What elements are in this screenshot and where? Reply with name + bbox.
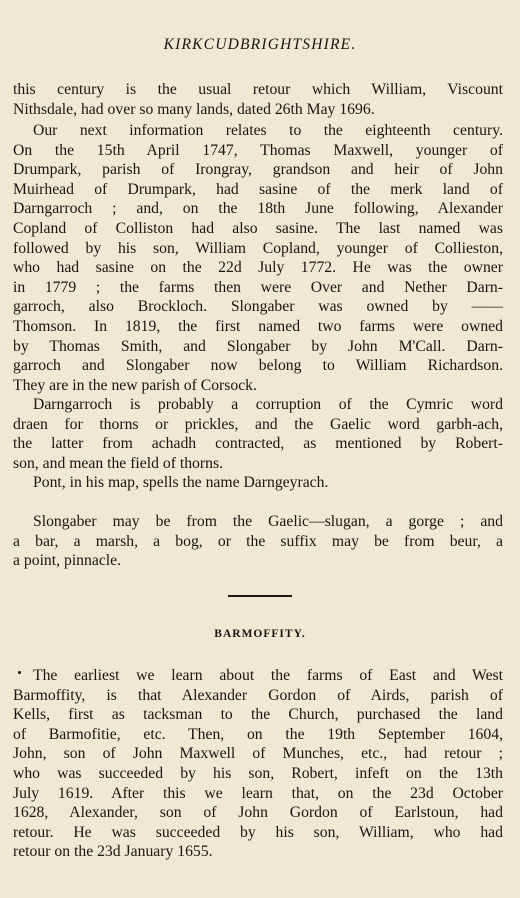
text-line: July 1619. After this we learn that, on the 23d October — [13, 784, 503, 802]
text-line: Kells, first as tacksman to the Church, purchased the land — [13, 706, 503, 724]
text-line: a point, pinnacle. — [13, 552, 122, 570]
text-line: John, son of John Maxwell of Munches, etc., had retour ; — [13, 745, 503, 763]
text-line: garroch, also Brockloch. Slongaber was owned by —— — [13, 298, 503, 316]
paragraph-eighteenth-century — [13, 121, 503, 395]
text-line: On the 15th April 1747, Thomas Maxwell, younger of — [13, 141, 503, 159]
text-line: Drumpark, parish of Irongray, grandson and heir of John — [13, 161, 503, 179]
text-line: Slongaber may be from the Gaelic—slugan, a gorge ; and — [33, 513, 503, 530]
text-line: followed by his son, William Copland, younger of Collieston, — [13, 239, 503, 257]
text-line: this century is the usual retour which William, Viscount — [13, 81, 503, 98]
text-line: Darngarroch ; and, on the 18th June following, Alexander — [13, 200, 503, 218]
section-divider-rule — [228, 595, 292, 597]
text-line: Thomson. In 1819, the first named two farms were owned — [13, 317, 503, 335]
text-line: Pont, in his map, spells the name Darngeyrach. — [33, 474, 329, 491]
text-line: draen for thorns or prickles, and the Gaelic word garbh-ach, — [13, 415, 503, 433]
paragraph-pont-map — [13, 473, 503, 493]
text-line: Nithsdale, had over so many lands, dated 26th May 1696. — [13, 100, 375, 118]
text-line: garroch and Slongaber now belong to William Richardson. — [13, 357, 503, 375]
text-line: retour on the 23d January 1655. — [13, 843, 213, 861]
text-line: Copland of Colliston had also sasine. The last named was — [13, 219, 503, 237]
running-head: KIRKCUDBRIGHTSHIRE. — [163, 36, 357, 53]
paragraph-darngarroch-etymology — [13, 395, 503, 473]
text-line: son, and mean the field of thorns. — [13, 454, 223, 472]
text-line: a bar, a marsh, a bog, or the suffix may be from beur, a — [13, 532, 503, 550]
text-line: in 1779 ; the farms then were Over and Nether Darn- — [13, 278, 503, 296]
paragraph-slongaber-etymology — [13, 512, 503, 571]
text-line: retour. He was succeeded by his son, William, who had — [13, 823, 503, 841]
text-line: who was succeeded by his son, Robert, infeft on the 13th — [13, 764, 503, 782]
text-line: of Barmofitie, etc. Then, on the 19th September 1604, — [13, 725, 503, 743]
text-line: Barmoffity, is that Alexander Gordon of Airds, parish of — [13, 686, 503, 704]
text-line: the latter from achadh contracted, as mentioned by Robert- — [13, 435, 503, 453]
section-title: BARMOFFITY. — [214, 628, 306, 640]
text-line: 1628, Alexander, son of John Gordon of Earlstoun, had — [13, 804, 503, 822]
text-line: The earliest we learn about the farms of East and West — [33, 667, 503, 684]
text-line: Darngarroch is probably a corruption of the Cymric word — [33, 396, 503, 413]
text-line: Muirhead of Drumpark, had sasine of the merk land of — [13, 180, 503, 198]
paragraph-continuation — [13, 80, 503, 119]
text-line: who had sasine on the 22d July 1772. He was the owner — [13, 259, 503, 277]
text-line: by Thomas Smith, and Slongaber by John M'Call. Darn- — [13, 337, 503, 355]
text-line: They are in the new parish of Corsock. — [13, 376, 257, 394]
text-line: Our next information relates to the eighteenth century. — [33, 122, 503, 139]
paragraph-barmoffity — [13, 666, 503, 862]
